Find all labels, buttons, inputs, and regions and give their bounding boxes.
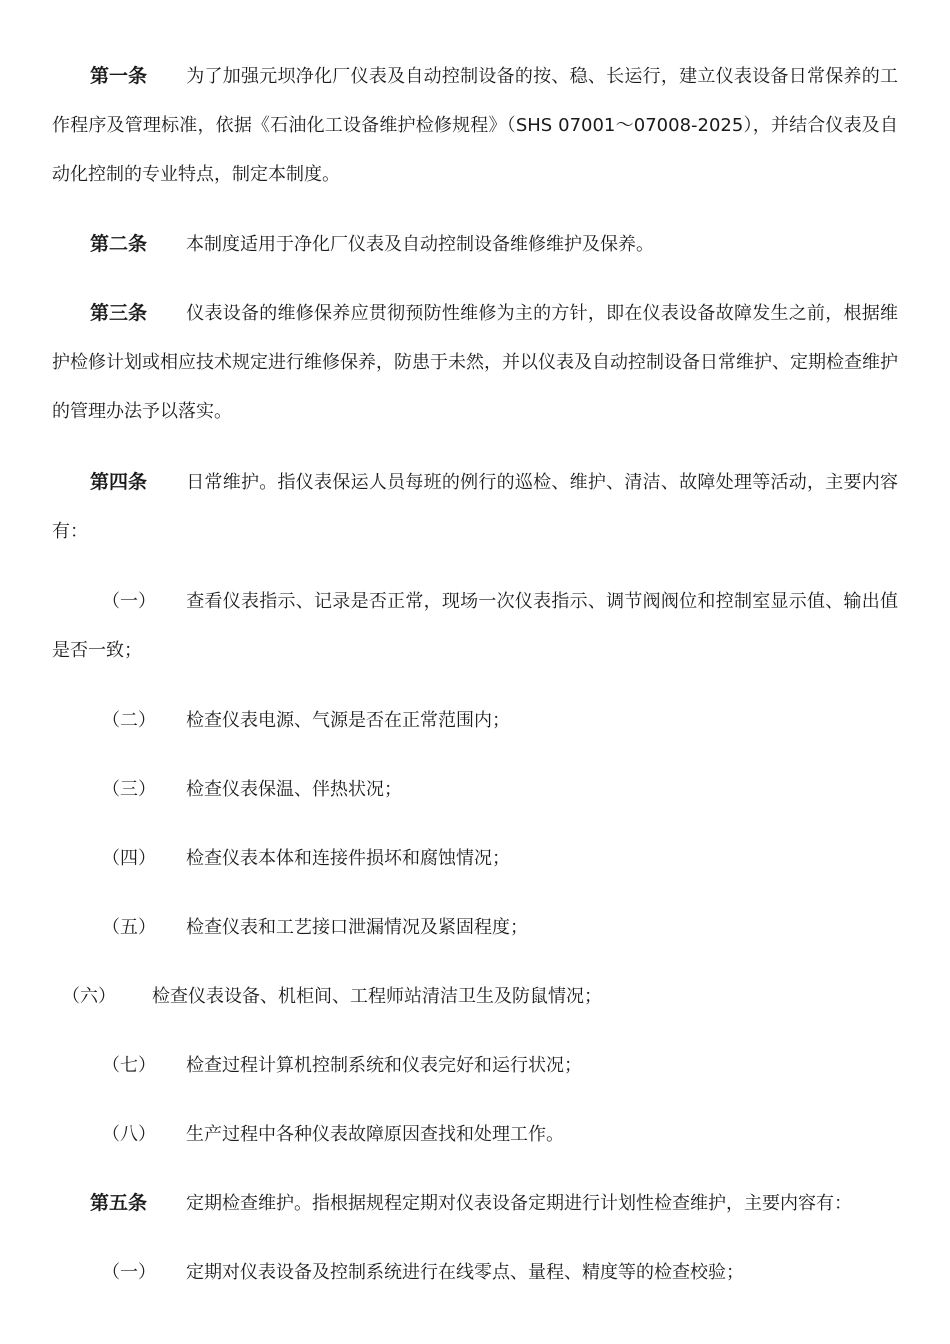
item-number: （一） [102, 591, 156, 612]
article-3-text: 仪表设备的维修保养应贯彻预防性维修为主的方针，即在仪表设备故障发生之前，根据维护检修计划或相应技术规定进行维修保养，防患于未然，并以仪表及自动控制设备日常维护、定期检查维护的管理办法予以落实。 [52, 303, 898, 422]
item-text: 检查仪表保温、伴热状况； [186, 779, 402, 800]
article-5 [52, 1179, 898, 1228]
article-4-item-3 [52, 765, 898, 814]
item-number: （五） [102, 917, 156, 938]
article-5-item-1 [52, 1248, 898, 1297]
article-2-text: 本制度适用于净化厂仪表及自动控制设备维修维护及保养。 [186, 234, 654, 255]
article-1-text: 为了加强元坝净化厂仪表及自动控制设备的按、稳、长运行，建立仪表设备日常保养的工作程序及管理标准，依据《石油化工设备维护检修规程》（SHS 07001～07008-2025），并结合仪表及自动化控制的专业特点，制定本制度。 [52, 66, 898, 185]
article-4-item-8 [52, 1110, 898, 1159]
item-text: 检查仪表本体和连接件损坏和腐蚀情况； [186, 848, 510, 869]
item-number: （六） [62, 986, 116, 1007]
item-number: （二） [102, 710, 156, 731]
item-number: （八） [102, 1124, 156, 1145]
article-5-text: 定期检查维护。指根据规程定期对仪表设备定期进行计划性检查维护，主要内容有： [186, 1193, 852, 1214]
article-1 [52, 52, 898, 199]
article-4-item-7 [52, 1041, 898, 1090]
article-4 [52, 458, 898, 556]
item-text: 检查仪表电源、气源是否在正常范围内； [186, 710, 510, 731]
article-4-item-2 [52, 696, 898, 745]
article-4-item-1 [52, 577, 898, 675]
item-number: （七） [102, 1055, 156, 1076]
article-4-item-6 [62, 972, 908, 1021]
item-text: 检查仪表和工艺接口泄漏情况及紧固程度； [186, 917, 528, 938]
item-text: 检查仪表设备、机柜间、工程师站清洁卫生及防鼠情况； [152, 986, 602, 1007]
article-3 [52, 289, 898, 436]
item-text: 定期对仪表设备及控制系统进行在线零点、量程、精度等的检查校验； [186, 1262, 744, 1283]
item-text: 查看仪表指示、记录是否正常，现场一次仪表指示、调节阀阀位和控制室显示值、输出值是否一致； [52, 591, 898, 661]
article-4-item-5 [52, 903, 898, 952]
article-4-heading: 第四条 [90, 471, 148, 493]
article-5-heading: 第五条 [90, 1192, 148, 1214]
item-number: （一） [102, 1262, 156, 1283]
article-4-text: 日常维护。指仪表保运人员每班的例行的巡检、维护、清洁、故障处理等活动，主要内容有： [52, 472, 898, 542]
article-3-heading: 第三条 [90, 302, 148, 324]
article-2 [52, 220, 898, 269]
article-4-item-4 [52, 834, 898, 883]
item-number: （三） [102, 779, 156, 800]
article-2-heading: 第二条 [90, 233, 148, 255]
item-number: （四） [102, 848, 156, 869]
item-text: 生产过程中各种仪表故障原因查找和处理工作。 [186, 1124, 564, 1145]
item-text: 检查过程计算机控制系统和仪表完好和运行状况； [186, 1055, 582, 1076]
article-1-heading: 第一条 [90, 65, 148, 87]
